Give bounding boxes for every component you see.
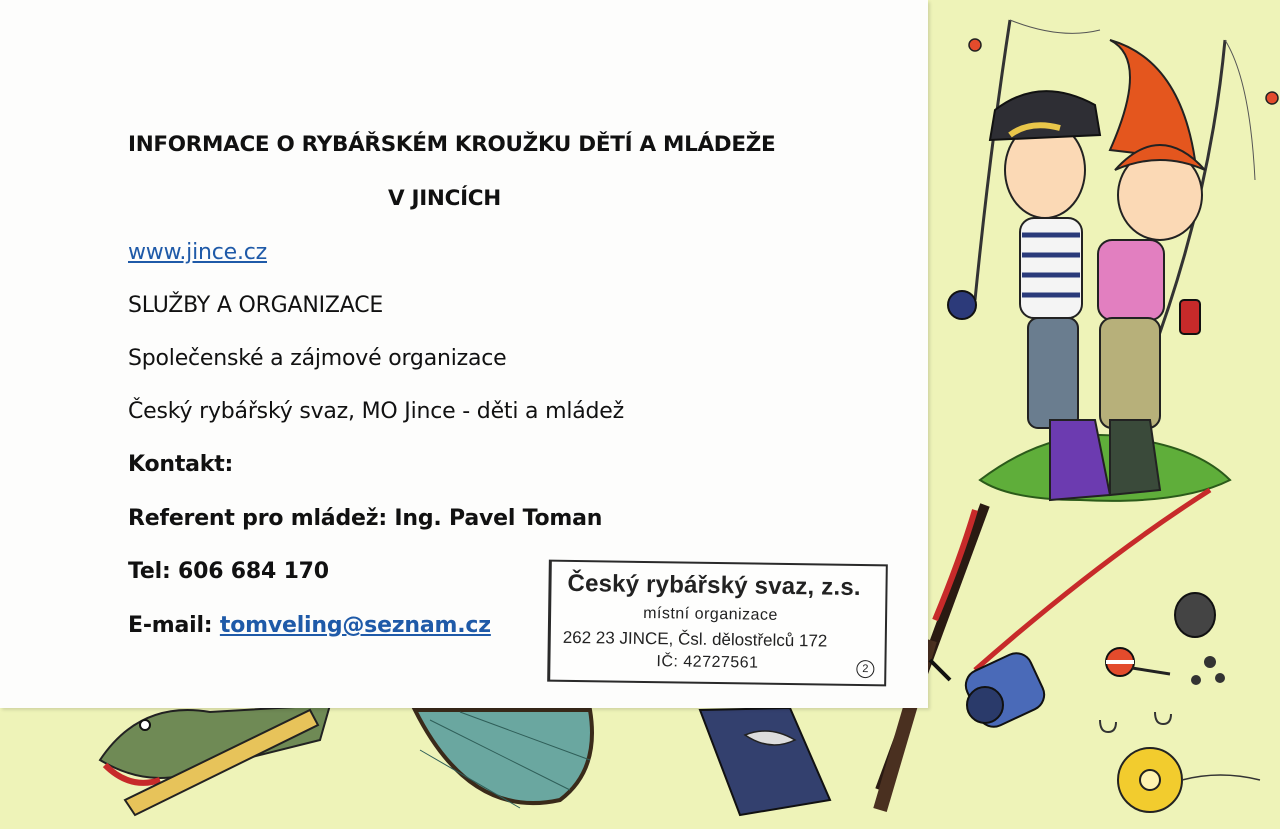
phone-text: Tel: 606 684 170 xyxy=(128,559,329,584)
email-link[interactable]: tomveling@seznam.cz xyxy=(219,613,491,638)
stamp-org-name: Český rybářský svaz, z.s. xyxy=(567,569,861,601)
title-line-1: INFORMACE O RYBÁŘSKÉM KROUŽKU DĚTÍ A MLÁDEŽE xyxy=(128,132,776,157)
stamp-number-badge: 2 xyxy=(856,660,874,678)
section-heading: SLUŽBY A ORGANIZACE xyxy=(128,293,384,318)
website-link[interactable] xyxy=(128,240,267,265)
stamp-ico: IČ: 42727561 xyxy=(656,653,759,672)
referent-text: Referent pro mládež: Ing. Pavel Toman xyxy=(128,506,603,531)
email-line xyxy=(128,613,491,638)
email-label: E-mail: xyxy=(128,613,220,638)
category-text: Společenské a zájmové organizace xyxy=(128,346,507,371)
stamp-address: 262 23 JINCE, Čsl. dělostřelců 172 xyxy=(562,627,828,651)
reel-icon xyxy=(930,648,1049,732)
stamp-subtitle: místní organizace xyxy=(643,604,779,624)
website-link-text[interactable]: www.jince.cz xyxy=(128,240,267,265)
organization-stamp xyxy=(547,560,888,687)
title-line-2: V JINCÍCH xyxy=(388,186,501,211)
contact-label: Kontakt: xyxy=(128,452,234,477)
organization-text: Český rybářský svaz, MO Jince - děti a mládež xyxy=(128,399,624,424)
